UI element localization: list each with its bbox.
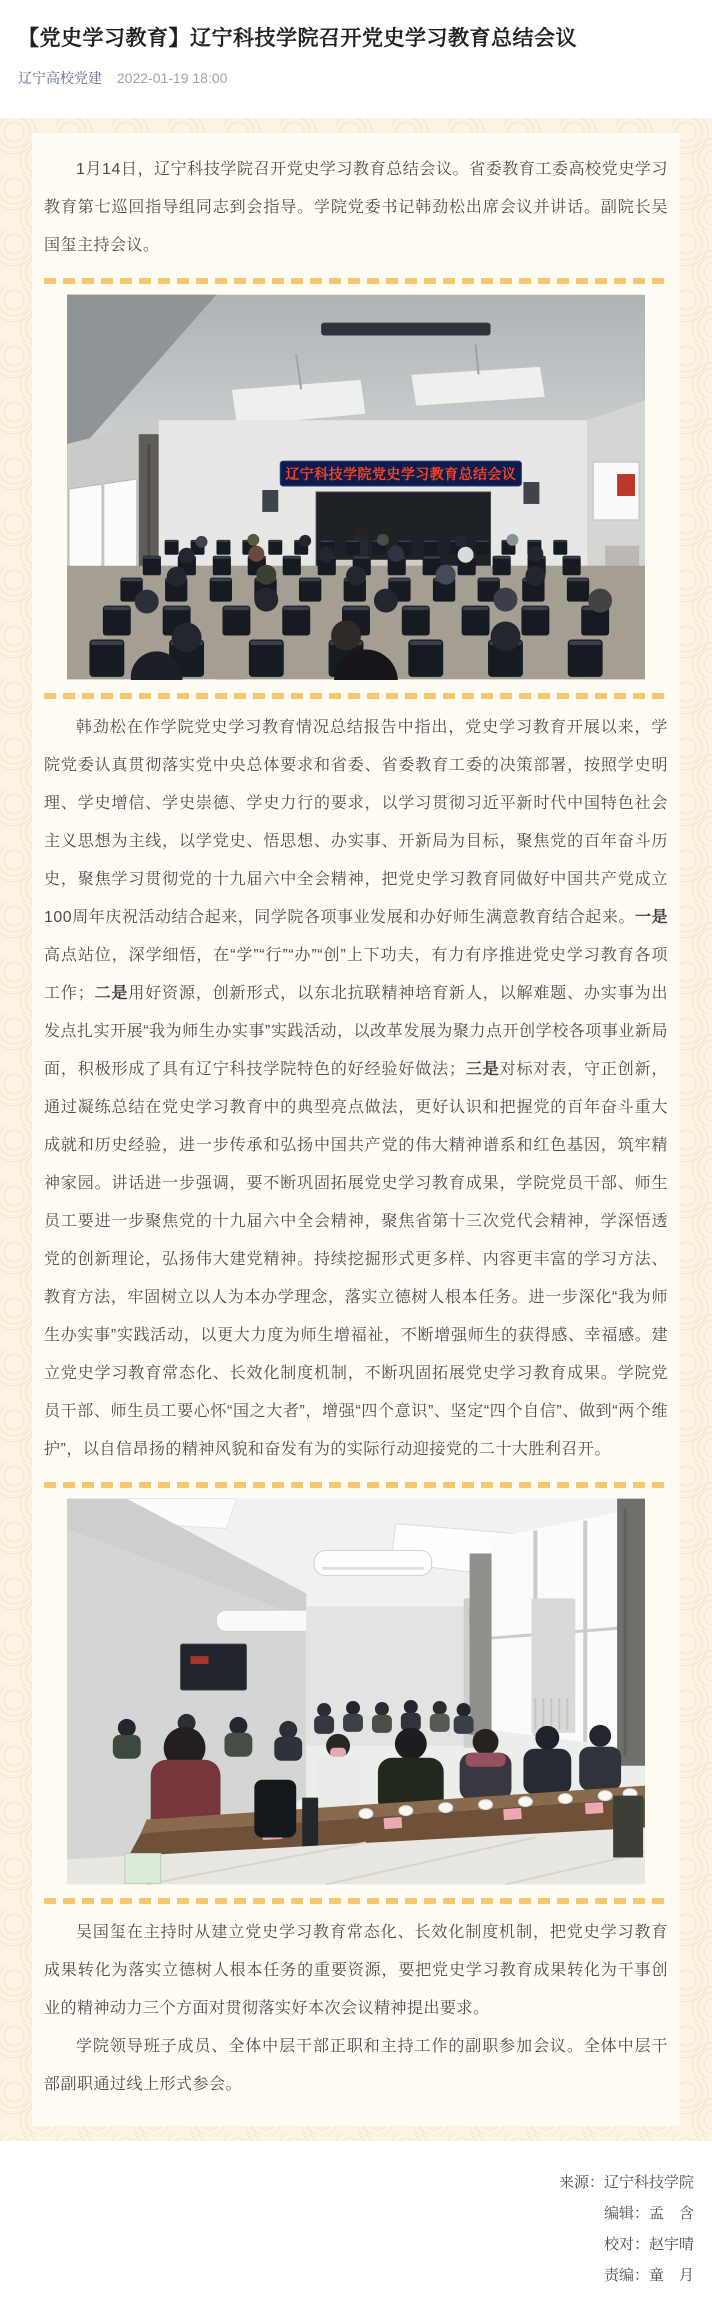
conference-room-photo-side-view [67, 1498, 645, 1885]
article-meta [18, 68, 694, 88]
article-page [0, 25, 712, 2309]
paragraph: 韩劲松在作学院党史学习教育情况总结报告中指出，党史学习教育开展以来，学院党委认真贯彻落实党中央总体要求和省委、省委教育工委的决策部署，按照学史明理、学史增信、学史崇德、学史力行的要求，以学习贯彻习近平新时代中国特色社会主义思想为主线，以学党史、悟思想、办实事、开新局为目标，聚焦党的百年奋斗历史，聚焦学习贯彻党的十九届六中全会精神，把党史学习教育同做好中国共产党成立100周年庆祝活动结合起来，同学院各项事业发展和办好师生满意教育结合起来。一是高点站位，深学细悟，在“学”“行”“办”“创”上下功夫，有力有序推进党史学习教育各项工作；二是用好资源，创新形式，以东北抗联精神培育新人，以解难题、办实事为出发点扎实开展“我为师生办实事”实践活动，以改革发展为聚力点开创学校各项事业新局面，积极形成了具有辽宁科技学院特色的好经验好做法；三是对标对表，守正创新，通过凝练总结在党史学习教育中的典型亮点做法，更好认识和把握党的百年奋斗重大成就和历史经验，进一步传承和弘扬中国共产党的伟大精神谱系和红色基因，筑牢精神家园。讲话进一步强调，要不断巩固拓展党史学习教育成果，学院党员干部、师生员工要进一步聚焦党的十九届六中全会精神，聚焦省第十三次党代会精神，学深悟透党的创新理论，弘扬伟大建党精神。持续挖掘形式更多样、内容更丰富的学习方法、教育方法，牢固树立以人为本办学理念，落实立德树人根本任务。进一步深化“我为师生办实事”实践活动，以更大力度为师生增福祉，不断增强师生的获得感、幸福感。建立党史学习教育常态化、长效化制度机制，不断巩固拓展党史学习教育成果。学院党员干部、师生员工要心怀“国之大者”，增强“四个意识”、坚定“四个自信”、做到“两个维护”，以自信昂扬的精神风貌和奋发有为的实际行动迎接党的二十大胜利召开。 [44, 719, 668, 1459]
paragraph: 1月14日，辽宁科技学院召开党史学习教育总结会议。省委教育工委高校党史学习教育第七巡回指导组同志到会指导。学院党委书记韩劲松出席会议并讲话。副院长吴国玺主持会议。 [44, 161, 668, 255]
meeting-room-photo-rear-view [67, 294, 645, 680]
footer-proofreader-line: 校对：赵宇晴 [603, 2236, 694, 2254]
page-title: 【党史学习教育】辽宁科技学院召开党史学习教育总结会议 [18, 27, 577, 50]
footer-editor-line: 编辑：孟 含 [603, 2205, 694, 2223]
patterned-content-wrapper [0, 118, 712, 2141]
footer-source-line: 来源：辽宁科技学院 [558, 2174, 694, 2192]
photo-banner-text: 辽宁科技学院党史学习教育总结会议 [285, 466, 517, 483]
article-photo-1 [44, 294, 668, 680]
source-account-link[interactable]: 辽宁高校党建 [18, 70, 102, 87]
paragraph: 学院领导班子成员、全体中层干部正职和主持工作的副职参加会议。全体中层干部副职通过线上形式参会。 [44, 2038, 668, 2094]
dashed-divider [44, 278, 668, 284]
dashed-divider [44, 1898, 668, 1904]
paragraph: 吴国玺在主持时从建立党史学习教育常态化、长效化制度机制，把党史学习教育成果转化为落实立德树人根本任务的重要资源，要把党史学习教育成果转化为干事创业的精神动力三个方面对贯彻落实好本次会议精神提出要求。 [44, 1924, 668, 2018]
dashed-divider [44, 693, 668, 699]
dashed-divider [44, 1482, 668, 1488]
footer-chief-editor-line: 责编：童 月 [603, 2267, 694, 2285]
publish-timestamp: 2022-01-19 18:00 [116, 70, 228, 87]
article-footer [18, 2167, 694, 2309]
article-photo-2 [44, 1498, 668, 1885]
article-body [32, 133, 680, 2126]
